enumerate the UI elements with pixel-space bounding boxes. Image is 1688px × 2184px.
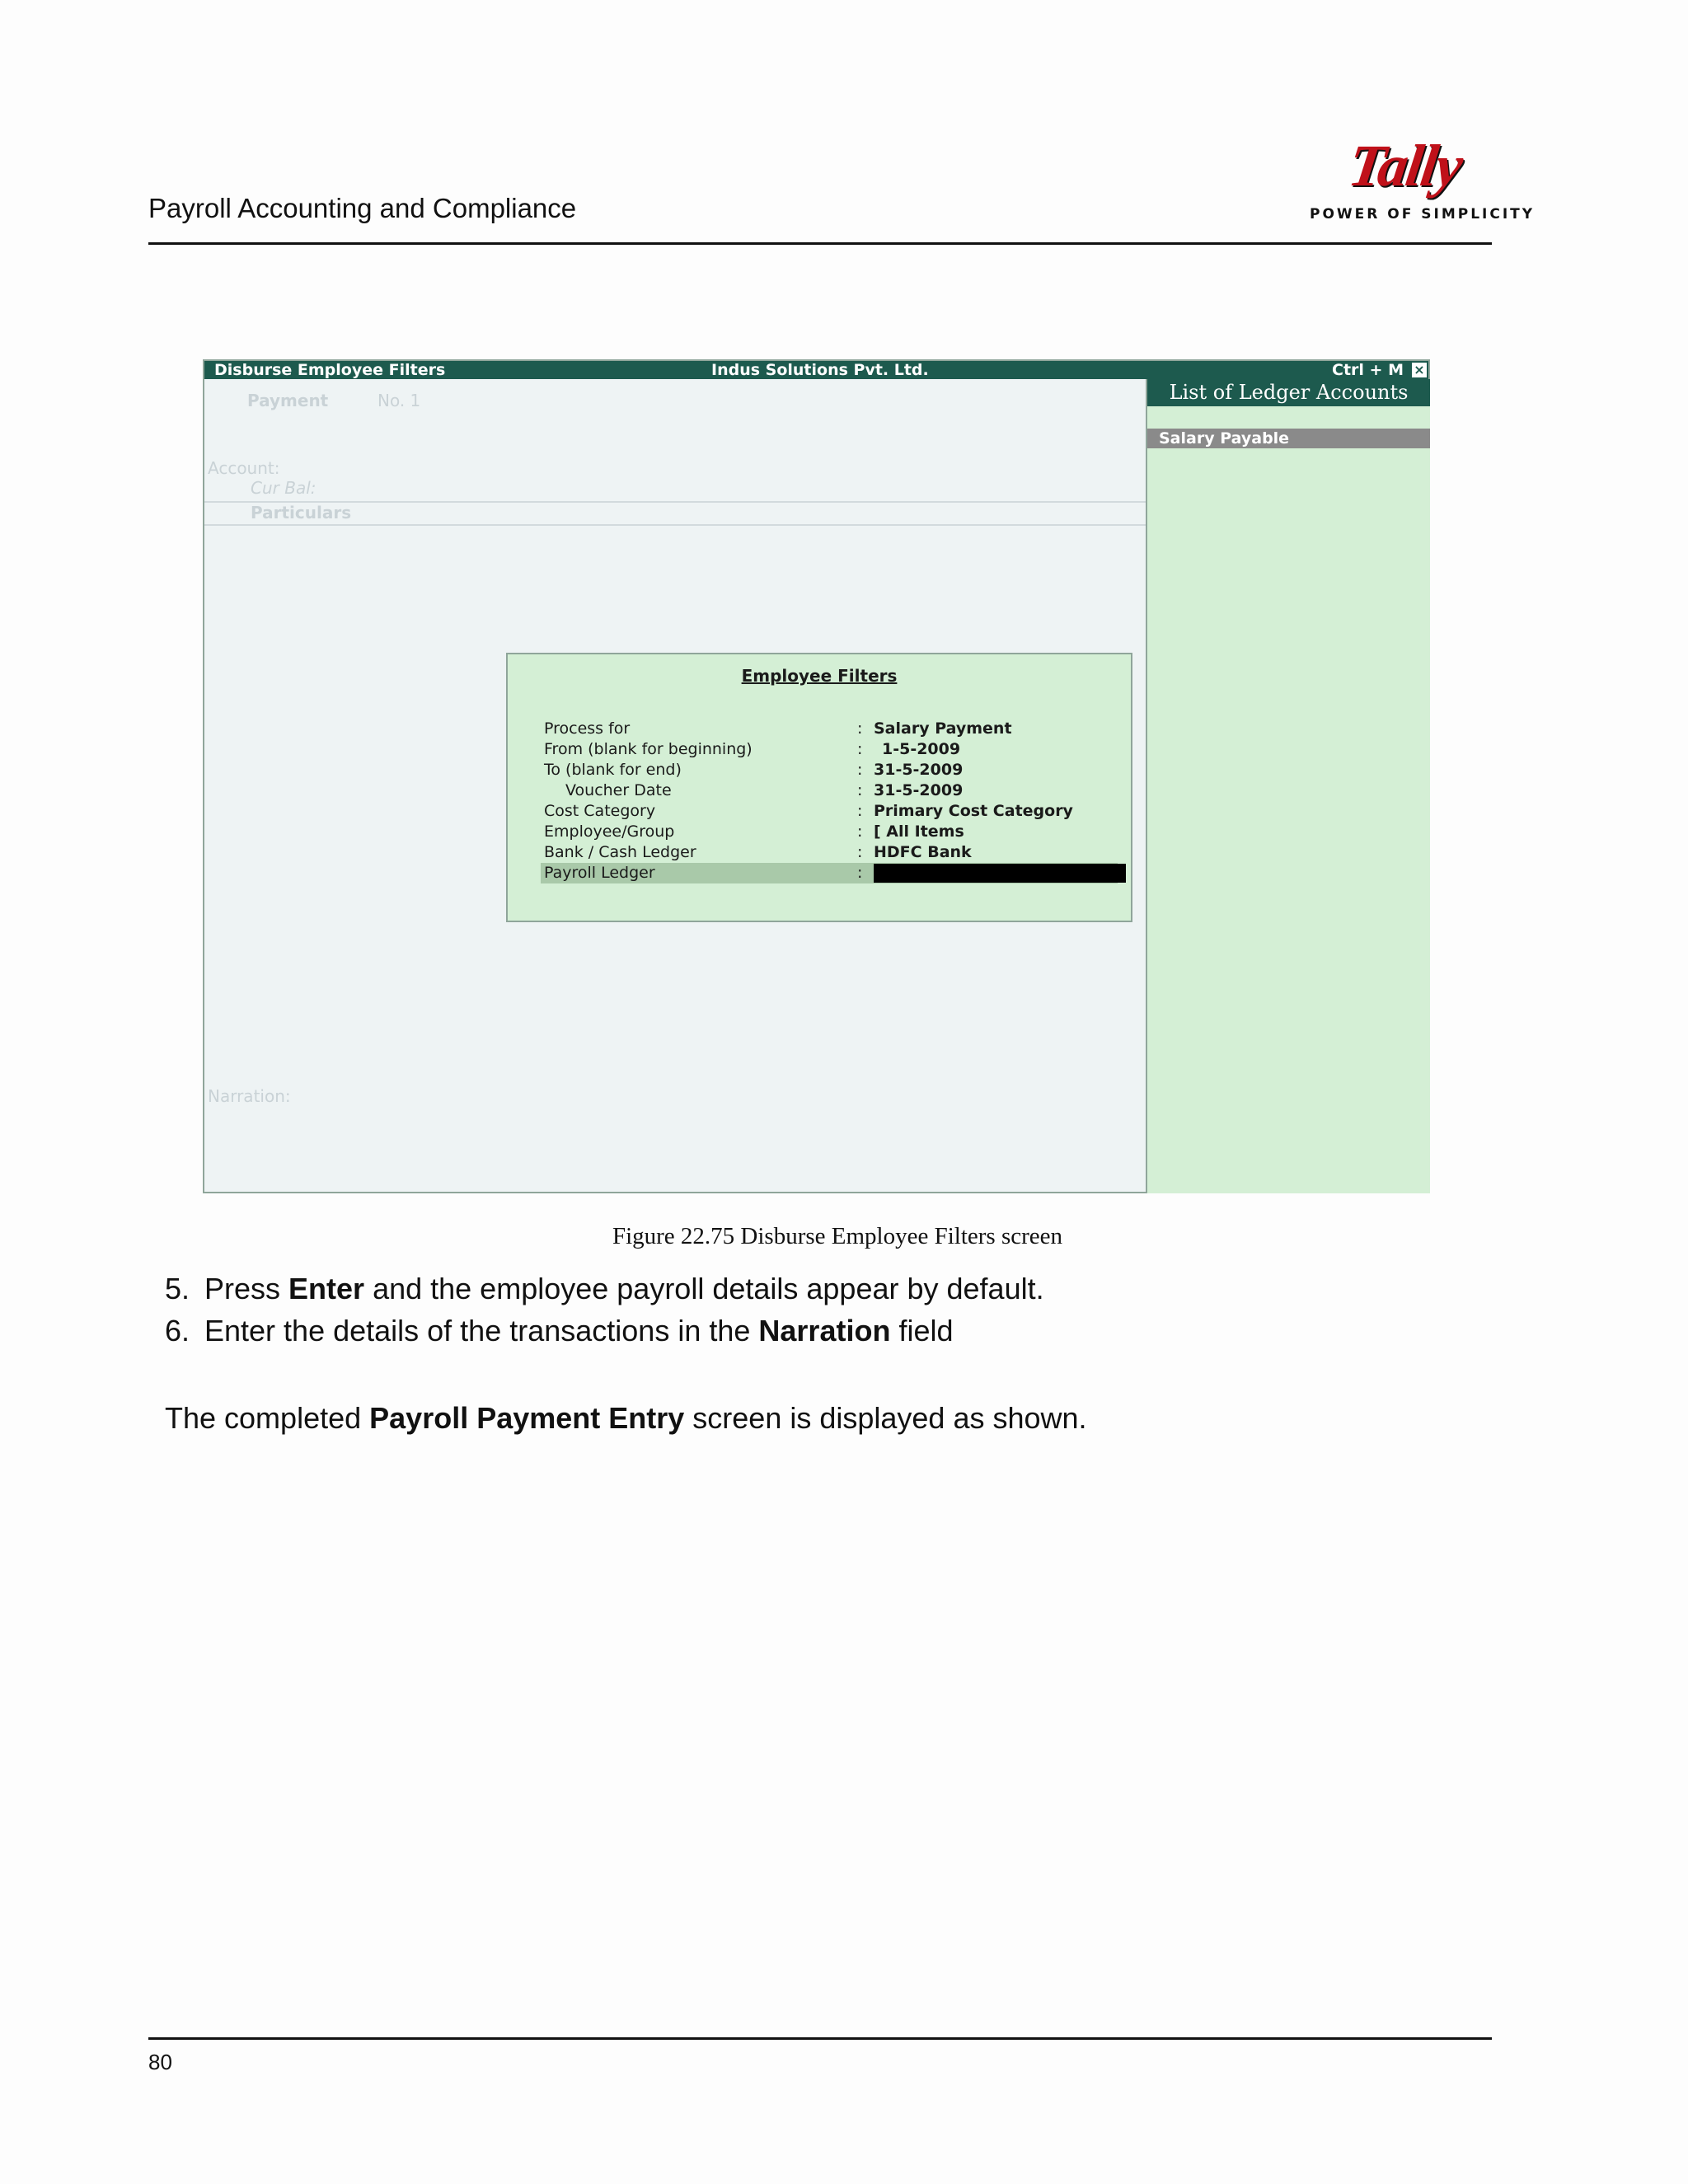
filter-row-to[interactable]	[541, 760, 1118, 780]
step-keyword: Enter	[288, 1272, 365, 1305]
filter-label: Bank / Cash Ledger	[544, 843, 696, 861]
filter-colon: :	[857, 802, 863, 820]
filter-row-employee-group[interactable]	[541, 822, 1118, 842]
filter-colon: :	[857, 740, 863, 758]
filter-colon: :	[857, 843, 863, 861]
filter-label: From (blank for beginning)	[544, 740, 753, 758]
filter-row-cost-category[interactable]	[541, 801, 1118, 822]
close-icon[interactable]: ×	[1412, 363, 1427, 377]
step-number: 5.	[165, 1272, 190, 1305]
current-balance-label: Cur Bal:	[251, 478, 316, 498]
step-item	[165, 1268, 1044, 1310]
filter-colon: :	[857, 864, 863, 882]
filter-value[interactable]: [ All Items	[874, 823, 964, 841]
filter-label: Employee/Group	[544, 823, 675, 841]
filter-value[interactable]: Primary Cost Category	[874, 802, 1073, 820]
filter-row-process-for[interactable]	[541, 719, 1118, 739]
instruction-steps	[165, 1268, 1044, 1352]
closing-paragraph	[165, 1401, 1087, 1436]
voucher-number-label: No. 1	[377, 391, 421, 410]
tally-screenshot	[203, 359, 1430, 1193]
filter-row-from[interactable]	[541, 739, 1118, 760]
narration-label: Narration:	[208, 1086, 291, 1106]
ledger-list-title: List of Ledger Accounts	[1147, 379, 1430, 406]
figure-caption: Figure 22.75 Disburse Employee Filters screen	[612, 1223, 1063, 1249]
step-text: Enter the details of the transactions in the	[204, 1314, 759, 1347]
employee-filters-title: Employee Filters	[741, 666, 898, 686]
step-text: field	[890, 1314, 954, 1347]
filter-value[interactable]: 31-5-2009	[874, 761, 964, 779]
filter-colon: :	[857, 761, 863, 779]
step-item	[165, 1310, 1044, 1352]
filter-label: To (blank for end)	[544, 761, 682, 779]
paragraph-text: screen is displayed as shown.	[684, 1401, 1087, 1435]
paragraph-keyword: Payroll Payment Entry	[369, 1401, 685, 1435]
step-keyword: Narration	[758, 1314, 891, 1347]
filter-label: Cost Category	[544, 802, 656, 820]
shortcut-hint: Ctrl + M	[1332, 361, 1404, 379]
page-header-title: Payroll Accounting and Compliance	[148, 193, 577, 223]
header-divider	[148, 242, 1492, 245]
footer-divider	[148, 2037, 1492, 2040]
filter-value[interactable]: Salary Payment	[874, 719, 1012, 738]
filter-row-bank-cash-ledger[interactable]	[541, 842, 1118, 863]
company-name: Indus Solutions Pvt. Ltd.	[711, 361, 929, 379]
filter-value[interactable]: HDFC Bank	[874, 843, 972, 861]
filter-value[interactable]: 1-5-2009	[882, 740, 961, 758]
particulars-header: Particulars	[251, 503, 352, 523]
filter-value[interactable]: 31-5-2009	[874, 781, 964, 799]
tally-logo	[1306, 132, 1536, 227]
filter-colon: :	[857, 719, 863, 738]
title-bar	[204, 361, 1428, 379]
filter-row-payroll-ledger[interactable]	[541, 863, 1118, 883]
tally-logo-tagline: POWER OF SIMPLICITY	[1310, 206, 1536, 223]
paragraph-text: The completed	[165, 1401, 370, 1435]
page-number: 80	[148, 2050, 172, 2074]
filter-label: Payroll Ledger	[544, 864, 655, 882]
filter-label: Voucher Date	[565, 781, 672, 799]
step-number: 6.	[165, 1314, 190, 1347]
ledger-list-item[interactable]: Salary Payable	[1147, 429, 1430, 448]
filter-label: Process for	[544, 719, 631, 738]
voucher-type-label: Payment	[247, 391, 329, 410]
screen-title: Disburse Employee Filters	[214, 361, 446, 379]
step-text: Press	[204, 1272, 289, 1305]
filter-row-voucher-date[interactable]	[541, 780, 1118, 801]
particulars-bottom-rule	[204, 524, 1146, 526]
payroll-ledger-input[interactable]	[874, 864, 1126, 883]
filter-colon: :	[857, 781, 863, 799]
employee-filters-dialog	[506, 653, 1132, 922]
step-text: and the employee payroll details appear by default.	[364, 1272, 1044, 1305]
tally-logo-wordmark: Tally	[1344, 133, 1466, 199]
filter-colon: :	[857, 823, 863, 841]
ledger-list-panel	[1146, 379, 1430, 1193]
account-label: Account:	[208, 458, 280, 478]
